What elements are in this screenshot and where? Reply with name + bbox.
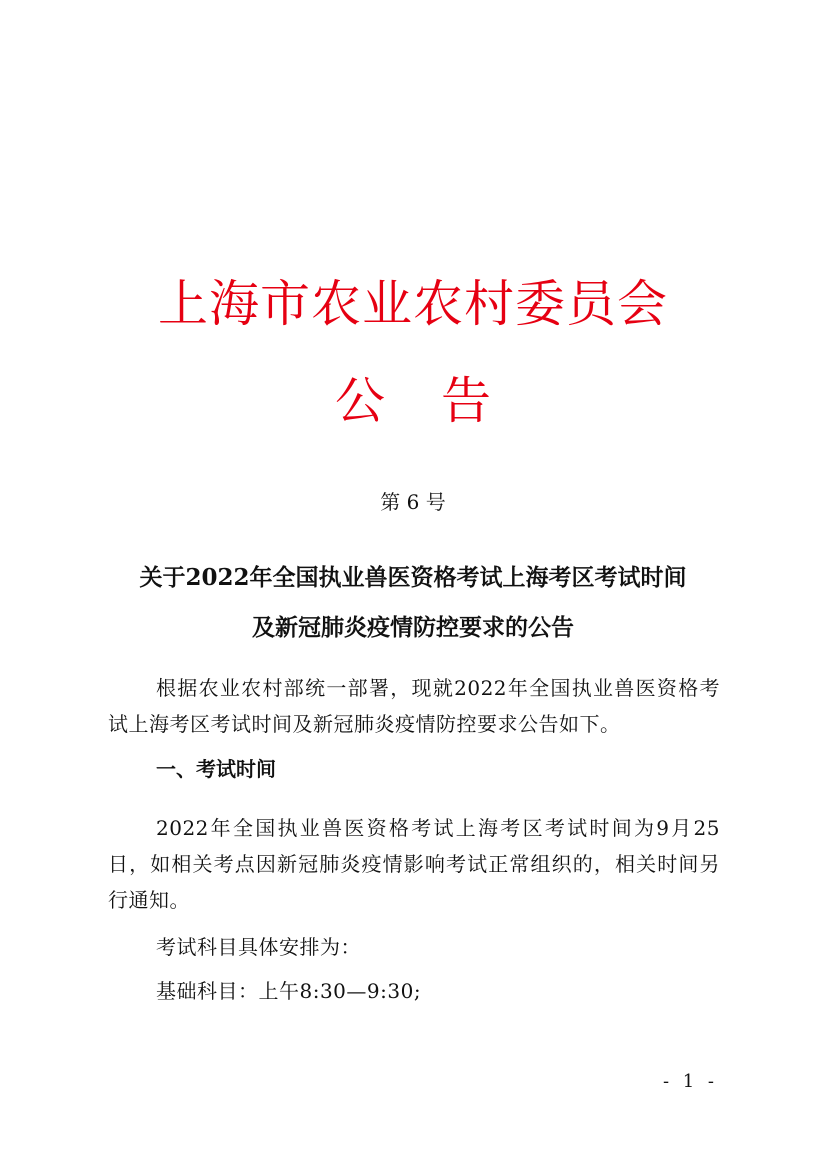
notice-word-2: 告 — [441, 372, 491, 430]
intro-paragraph: 根据农业农村部统一部署，现就2022年全国执业兽医资格考试上海考区考试时间及新冠肺炎疫情防控要求公告如下。 — [108, 676, 720, 736]
page-number: - 1 - — [662, 1071, 718, 1092]
notice-title — [0, 365, 826, 437]
schedule-intro: 考试科目具体安排为： — [156, 935, 361, 959]
notice-word-1: 公 — [335, 372, 385, 430]
document-title-line-2: 及新冠肺炎疫情防控要求的公告 — [252, 614, 574, 641]
document-title — [60, 553, 766, 653]
schedule-item-basic: 基础科目：上午8:30—9:30; — [156, 979, 422, 1003]
section-1-paragraph: 2022年全国执业兽医资格考试上海考区考试时间为9月25日，如相关考点因新冠肺炎疫情影响考试正常组织的，相关时间另行通知。 — [108, 816, 720, 912]
section-1-heading: 一、考试时间 — [156, 757, 276, 781]
document-number: 第 6 号 — [380, 490, 446, 514]
organization-title: 上海市农业农村委员会 — [158, 275, 668, 333]
document-title-line-1: 关于2022年全国执业兽医资格考试上海考区考试时间 — [139, 564, 687, 591]
